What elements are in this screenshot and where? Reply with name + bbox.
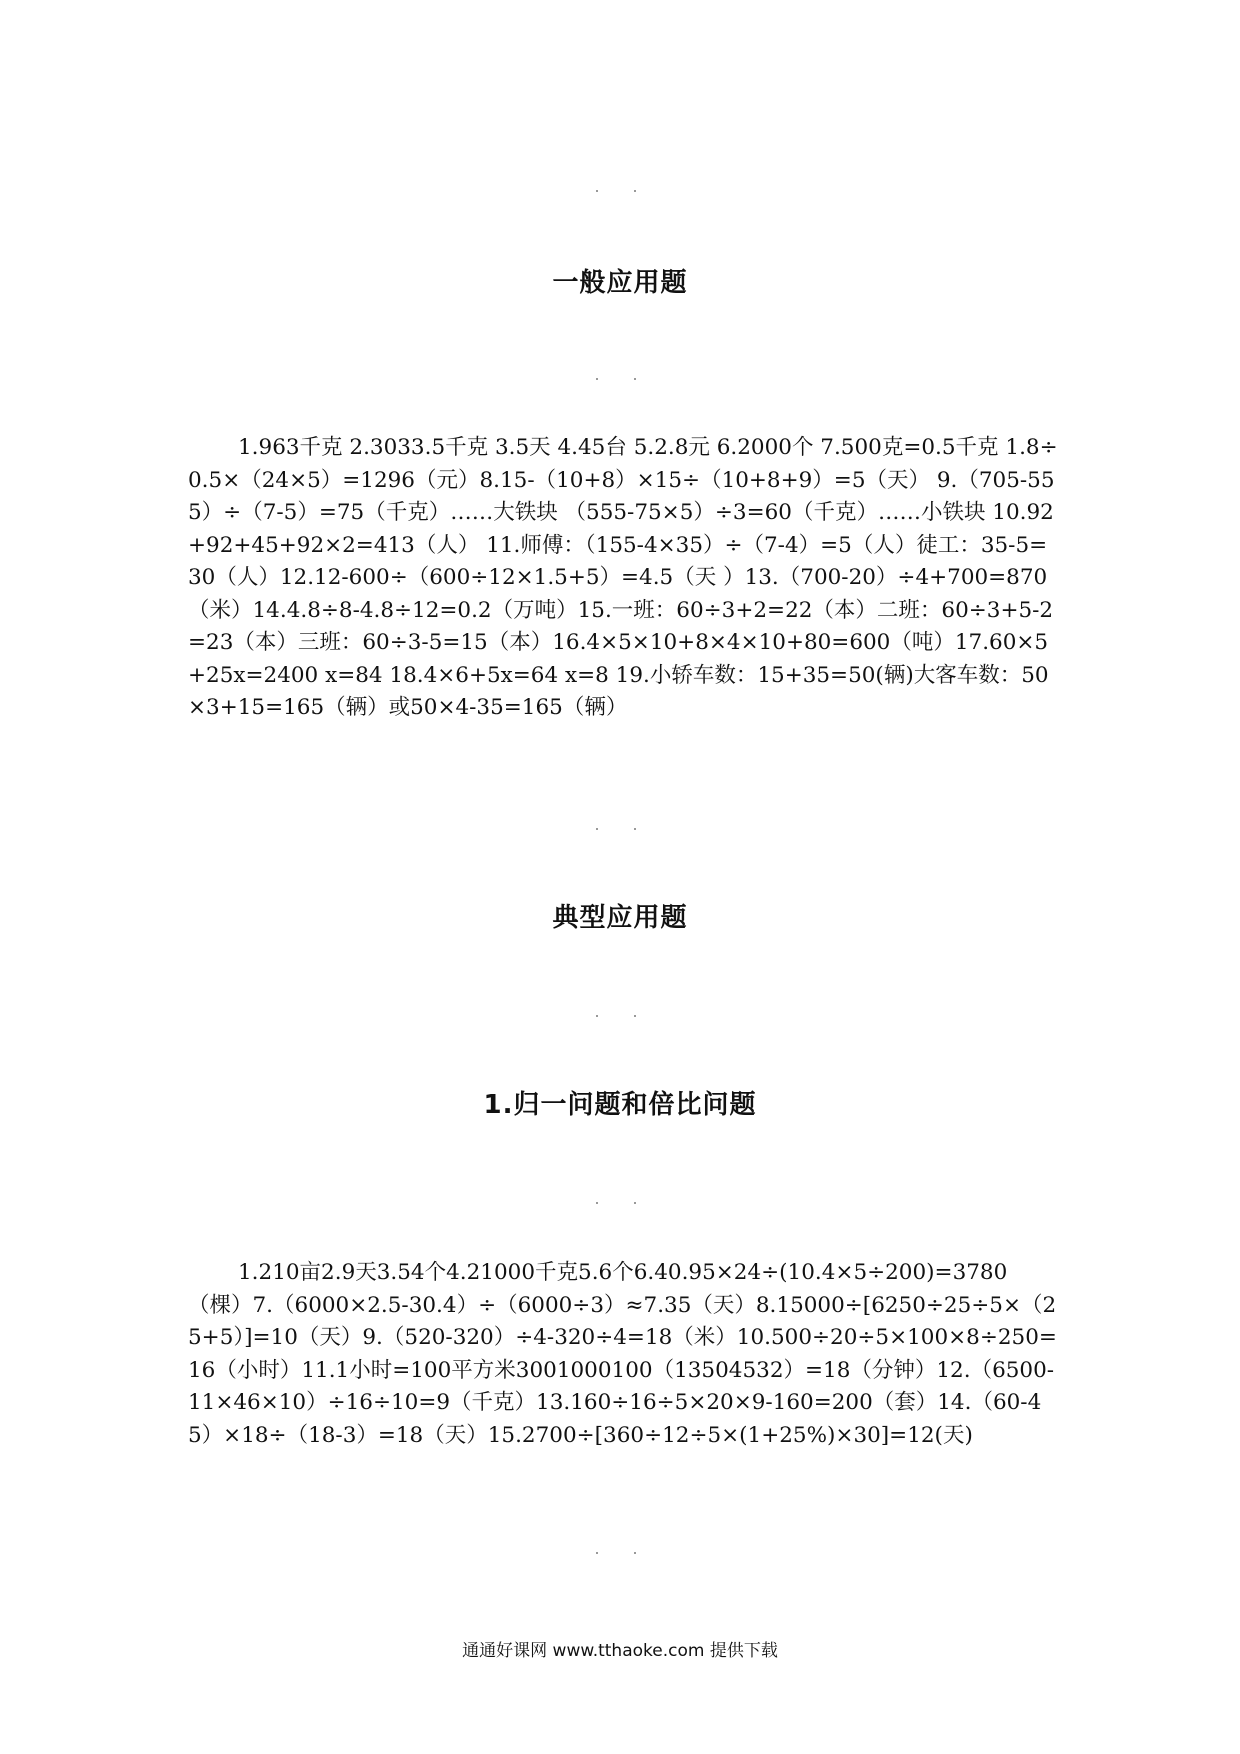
- dot-mark: [596, 378, 636, 382]
- dot-mark: [596, 1202, 636, 1206]
- dot-mark: [596, 1552, 636, 1556]
- footer-source: 通通好课网 www.tthaoke.com 提供下载: [462, 1641, 778, 1661]
- answers-general: 1.963千克 2.3033.5千克 3.5天 4.45台 5.2.8元 6.2000个 7.500克=0.5千克 1.8÷0.5×（24×5）=1296（元）8.15-（10+8）×15÷（10+8+9）=5（天） 9.（705-555）÷（7-5）=75（千克）……大铁块 （555-75×5）÷3=60（千克）……小铁块 10.92+92+45+92×2=413（人） 11.师傅：（155-4×35）÷（7-4）=5（人）徒工：35-5=30（人）12.12-600÷（600÷12×1.5+5）=4.5（天 ）13.（700-20）÷4+700=870（米）14.4.8÷8-4.8÷12=0.2（万吨）15.一班：60÷3+2=22（本）二班：60÷3+5-2=23（本）三班：60÷3-5=15（本）16.4×5×10+8×4×10+80=600（吨）17.60×5+25x=2400 x=84 18.4×6+5x=64 x=8 19.小轿车数：15+35=50(辆)大客车数：50×3+15=165（辆）或50×4-35=165（辆）: [188, 435, 1058, 720]
- dot-mark: [596, 190, 636, 194]
- dot-mark: [596, 828, 636, 832]
- dot-mark: [596, 1015, 636, 1019]
- answers-unit-ratio: 1.210亩2.9天3.54个4.21000千克5.6个6.40.95×24÷(10.4×5÷200)=3780（棵）7.（6000×2.5-30.4）÷（6000÷3）≈7.35（天）8.15000÷[6250÷25÷5×（25+5）]=10（天）9.（520-320）÷4-320÷4=18（米）10.500÷20÷5×100×8÷250=16（小时）11.1小时=100平方米3001000100（13504532）=18（分钟）12.（6500-11×46×10）÷16÷10=9（千克）13.160÷16÷5×20×9-160=200（套）14.（60-45）×18÷（18-3）=18（天）15.2700÷[360÷12÷5×(1+25%)×30]=12(天): [188, 1260, 1057, 1448]
- section-title-unit-ratio: 1.归一问题和倍比问题: [483, 1090, 757, 1120]
- section-title-typical: 典型应用题: [552, 903, 688, 933]
- section-title-general: 一般应用题: [552, 268, 688, 298]
